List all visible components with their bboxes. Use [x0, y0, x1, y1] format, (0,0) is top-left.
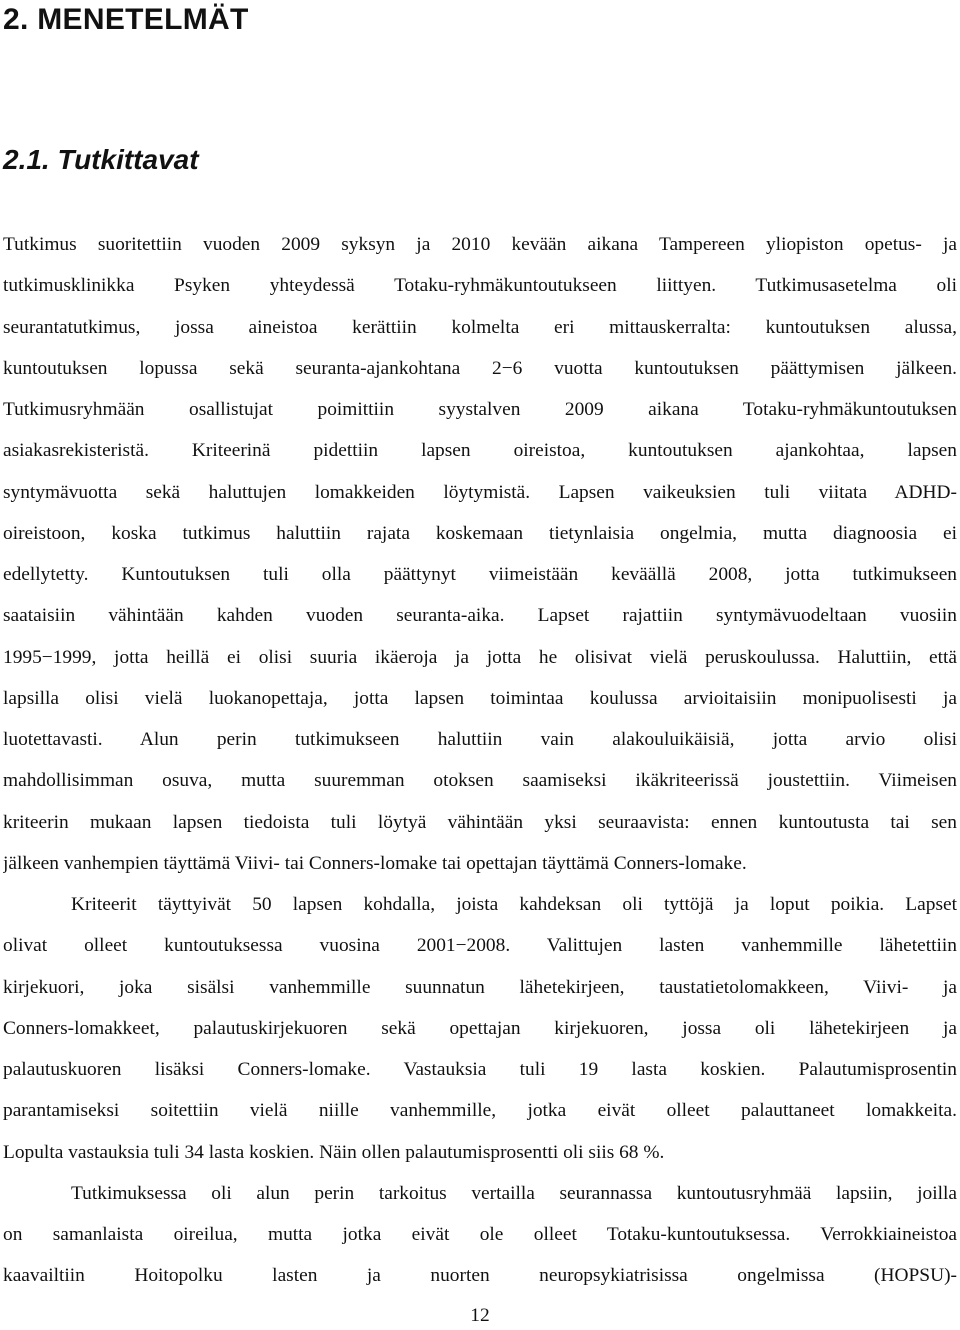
text-line: kriteerin mukaan lapsen tiedoista tuli löytyä vähintään yksi seuraavista: ennen kuntoutusta tai sen: [3, 812, 957, 833]
text-line: on samanlaista oireilua, mutta jotka eivät ole olleet Totaku-kuntoutuksessa. Verrokkiaineistoa: [3, 1224, 957, 1245]
paragraph-first-line: Kriteerit täyttyivät 50 lapsen kohdalla, joista kahdeksan oli tyttöjä ja loput poikia. Lapset: [71, 894, 957, 915]
text-line: Tutkimusryhmään osallistujat poimittiin syystalven 2009 aikana Totaku-ryhmäkuntoutuksen: [3, 399, 957, 420]
text-line: kaavailtiin Hoitopolku lasten ja nuorten neuropsykiatrisissa ongelmissa (HOPSU)-: [3, 1265, 957, 1286]
page-number: 12: [470, 1305, 490, 1326]
text-line: Conners-lomakkeet, palautuskirjekuoren sekä opettajan kirjekuoren, jossa oli lähetekirjeen ja: [3, 1018, 957, 1039]
text-line: saataisiin vähintään kahden vuoden seuranta-aika. Lapset rajattiin syntymävuodeltaan vuosiin: [3, 605, 957, 626]
text-line: oireistoon, koska tutkimus haluttiin rajata koskemaan tietynlaisia ongelmia, mutta diagnoosia ei: [3, 523, 957, 544]
text-line: seurantatutkimus, jossa aineistoa kerättiin kolmelta eri mittauskerralta: kuntoutuksen alussa,: [3, 317, 957, 338]
text-line: tutkimusklinikka Psyken yhteydessä Totaku-ryhmäkuntoutukseen liittyen. Tutkimusasetelma oli: [3, 275, 957, 296]
chapter-heading: 2. MENETELMÄT: [3, 3, 249, 36]
text-line: olivat olleet kuntoutuksessa vuosina 2001−2008. Valittujen lasten vanhemmille lähetettiin: [3, 935, 957, 956]
text-line: parantamiseksi soitettiin vielä niille vanhemmille, jotka eivät olleet palauttaneet lomakkeita.: [3, 1100, 957, 1121]
text-line: palautuskuoren lisäksi Conners-lomake. Vastauksia tuli 19 lasta koskien. Palautumisprosentin: [3, 1059, 957, 1080]
text-line: lapsilla olisi vielä luokanopettaja, jotta lapsen toimintaa koulussa arvioitaisiin monipuolisesti ja: [3, 688, 957, 709]
text-line: Tutkimus suoritettiin vuoden 2009 syksyn ja 2010 kevään aikana Tampereen yliopiston opetus- ja: [3, 234, 957, 255]
text-line: 1995−1999, jotta heillä ei olisi suuria ikäeroja ja jotta he olisivat vielä peruskoulussa. Haluttiin, että: [3, 647, 957, 668]
text-line: syntymävuotta sekä haluttujen lomakkeiden löytymistä. Lapsen vaikeuksien tuli viitata ADHD-: [3, 482, 957, 503]
text-line: kuntoutuksen lopussa sekä seuranta-ajankohtana 2−6 vuotta kuntoutuksen päättymisen jälkeen.: [3, 358, 957, 379]
text-line: jälkeen vanhempien täyttämä Viivi- tai Conners-lomake tai opettajan täyttämä Conners-lomake.: [3, 853, 747, 874]
text-line: kirjekuori, joka sisälsi vanhemmille suunnatun lähetekirjeen, taustatietolomakkeen, Viivi- ja: [3, 977, 957, 998]
text-line: Lopulta vastauksia tuli 34 lasta koskien. Näin ollen palautumisprosentti oli siis 68 %.: [3, 1142, 665, 1163]
text-line: mahdollisimman osuva, mutta suuremman otoksen saamiseksi ikäkriteerissä joustettiin. Viimeisen: [3, 770, 957, 791]
paragraph-first-line: Tutkimuksessa oli alun perin tarkoitus vertailla seurannassa kuntoutusryhmää lapsiin, joilla: [71, 1183, 957, 1204]
text-line: luotettavasti. Alun perin tutkimukseen haluttiin vain alakouluikäisiä, jotta arvio olisi: [3, 729, 957, 750]
text-line: asiakasrekisteristä. Kriteerinä pidettiin lapsen oireistoa, kuntoutuksen ajankohtaa, lapsen: [3, 440, 957, 461]
section-heading: 2.1. Tutkittavat: [3, 144, 199, 175]
text-line: edellytetty. Kuntoutuksen tuli olla päättynyt viimeistään keväällä 2008, jotta tutkimukseen: [3, 564, 957, 585]
